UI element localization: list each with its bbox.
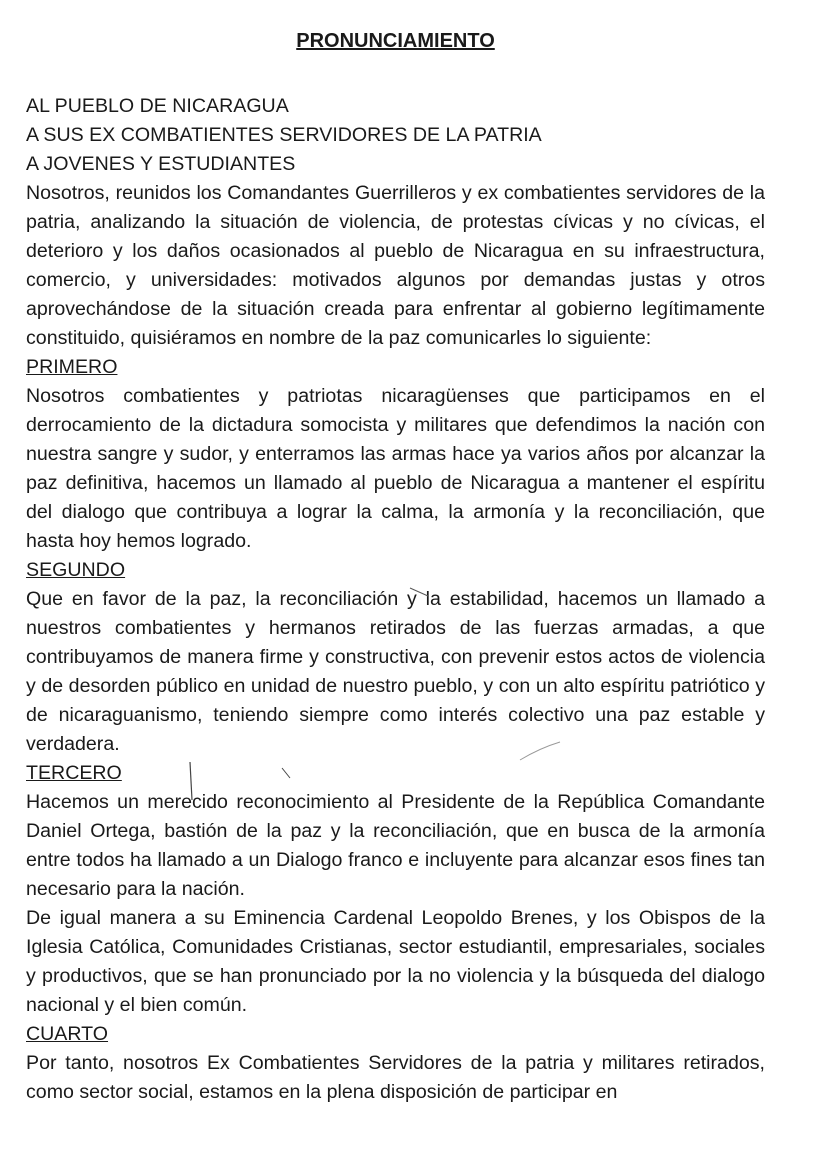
section-paragraph: Hacemos un merecido reconocimiento al Presidente de la República Comandante Daniel Ortega, bastión de la paz y la reconciliación, que en busca de la armonía entre todos ha llamado a un Dialogo franco e incluyente para alcanzar esos fines tan necesario para la nación. (26, 791, 765, 900)
section-paragraph: Que en favor de la paz, la reconciliación y la estabilidad, hacemos un llamado a nuestros combatientes y hermanos retirados de las fuerzas armadas, a que contribuyamos de manera firme y constructiva, con prevenir estos actos de violencia y de desorden público en unidad de nuestro pueblo, y con un alto espíritu patriótico y de nicaraguanismo, teniendo siempre como interés colectivo una paz estable y verdadera. (26, 588, 765, 755)
section-heading-primero: PRIMERO (26, 356, 118, 378)
section-paragraph: Nosotros combatientes y patriotas nicaragüenses que participamos en el derrocamiento de la dictadura somocista y militares que defendimos la nación con nuestra sangre y sudor, y enterramos las armas hace ya varios años por alcanzar la paz definitiva, hacemos un llamado al pueblo de Nicaragua a mantener el espíritu del dialogo que contribuya a lograr la calma, la armonía y la reconciliación, que hasta hoy hemos logrado. (26, 385, 765, 552)
section-heading-tercero: TERCERO (26, 762, 122, 784)
section-paragraph: Por tanto, nosotros Ex Combatientes Servidores de la patria y militares retirados, como sector social, estamos en la plena disposición de participar en (26, 1052, 765, 1103)
addressee-line: A SUS EX COMBATIENTES SERVIDORES DE LA PATRIA (26, 124, 542, 146)
section-heading-cuarto: CUARTO (26, 1023, 109, 1045)
addressee-line: AL PUEBLO DE NICARAGUA (26, 95, 289, 117)
section-heading-segundo: SEGUNDO (26, 559, 126, 581)
intro-paragraph: Nosotros, reunidos los Comandantes Guerrilleros y ex combatientes servidores de la patria, analizando la situación de violencia, de protestas cívicas y no cívicas, el deterioro y los daños ocasionados al pueblo de Nicaragua en su infraestructura, comercio, y universidades: motivados algunos por demandas justas y otros aprovechándose de la situación creada para enfrentar al gobierno legítimamente constituido, quisiéramos en nombre de la paz comunicarles lo siguiente: (26, 182, 765, 349)
addressee-line: A JOVENES Y ESTUDIANTES (26, 153, 296, 175)
document-title: PRONUNCIAMIENTO (296, 30, 495, 52)
section-paragraph: De igual manera a su Eminencia Cardenal Leopoldo Brenes, y los Obispos de la Iglesia Católica, Comunidades Cristianas, sector estudiantil, empresariales, sociales y productivos, que se han pronunciado por la no violencia y la búsqueda del dialogo nacional y el bien común. (26, 907, 765, 1016)
